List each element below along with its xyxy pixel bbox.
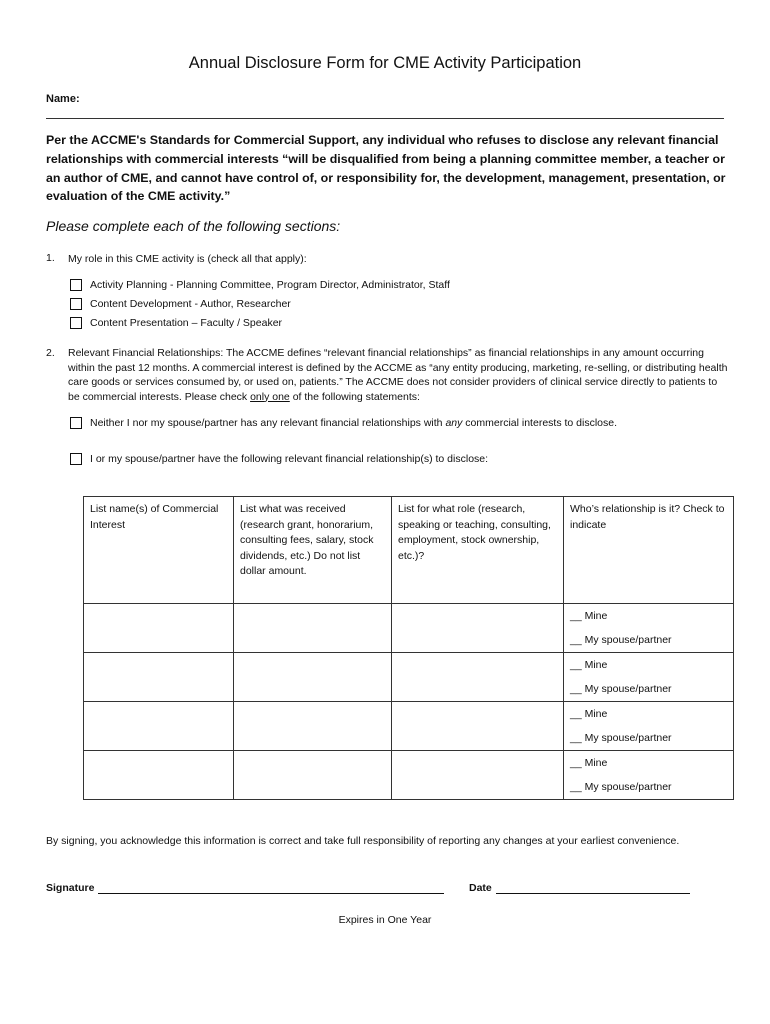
- expiry-note: Expires in One Year: [338, 914, 432, 926]
- spouse-option[interactable]: __ My spouse/partner: [570, 781, 672, 793]
- signature-label: Signature: [46, 882, 95, 894]
- spouse-option[interactable]: __ My spouse/partner: [570, 732, 672, 744]
- checkbox-icon[interactable]: [70, 298, 82, 310]
- cell-commercial-interest[interactable]: [84, 653, 234, 702]
- header-commercial-interest: List name(s) of Commercial Interest: [84, 497, 234, 604]
- cell-whose-relationship[interactable]: [564, 604, 734, 653]
- accme-policy-statement: Per the ACCME's Standards for Commercial Support, any individual who refuses to disclose any relevant financial relationships with commercial interests “will be disqualified from being a planning committee member, a teacher or an author of CME, and cannot have control of, or responsibility for, the development, management, presentation, or evaluation of the CME activity.”: [46, 133, 726, 204]
- mine-option[interactable]: __ Mine: [570, 757, 608, 769]
- cell-what-received[interactable]: [234, 702, 392, 751]
- section-1-number: 1.: [46, 252, 55, 264]
- role-option-planning[interactable]: [70, 279, 450, 291]
- checkbox-icon[interactable]: [70, 279, 82, 291]
- header-what-received: List what was received (research grant, honorarium, consulting fees, salary, stock dividends, etc.) Do not list dollar amount.: [234, 497, 392, 604]
- table-row: [84, 604, 734, 653]
- table-row: [84, 702, 734, 751]
- section-2-prompt-underlined: only one: [250, 390, 290, 403]
- cell-what-received[interactable]: [234, 604, 392, 653]
- signature-field[interactable]: [46, 882, 444, 894]
- role-option-content-presentation[interactable]: [70, 317, 282, 329]
- option-text-italic: any: [445, 417, 463, 429]
- cell-whose-relationship[interactable]: [564, 751, 734, 800]
- cell-commercial-interest[interactable]: [84, 702, 234, 751]
- section-2-prompt: [68, 346, 728, 404]
- cell-role[interactable]: [392, 653, 564, 702]
- section-2-number: 2.: [46, 347, 55, 359]
- mine-option[interactable]: __ Mine: [570, 610, 608, 622]
- cell-commercial-interest[interactable]: [84, 604, 234, 653]
- spouse-option[interactable]: __ My spouse/partner: [570, 683, 672, 695]
- date-label: Date: [469, 882, 492, 894]
- option-has-relationships[interactable]: [70, 453, 488, 465]
- cell-what-received[interactable]: [234, 751, 392, 800]
- signature-line[interactable]: [98, 883, 444, 894]
- relationships-table: [83, 496, 734, 800]
- option-text-before: Neither I nor my spouse/partner has any relevant financial relationships with: [90, 417, 443, 429]
- cell-whose-relationship[interactable]: [564, 702, 734, 751]
- section-2-prompt-end: of the following statements:: [292, 390, 420, 403]
- checkbox-icon[interactable]: [70, 453, 82, 465]
- date-field[interactable]: [469, 882, 690, 894]
- cell-role[interactable]: [392, 604, 564, 653]
- option-has-relationships-label: I or my spouse/partner have the following relevant financial relationship(s) to disclose:: [90, 453, 489, 465]
- mine-option[interactable]: __ Mine: [570, 659, 608, 671]
- mine-option[interactable]: __ Mine: [570, 708, 608, 720]
- role-option-label: Content Development - Author, Researcher: [90, 298, 291, 310]
- cell-role[interactable]: [392, 751, 564, 800]
- table-header-row: [84, 497, 734, 604]
- checkbox-icon[interactable]: [70, 417, 82, 429]
- role-option-content-development[interactable]: [70, 298, 291, 310]
- name-field-line[interactable]: [46, 118, 724, 119]
- option-text-after: commercial interests to disclose.: [465, 417, 618, 429]
- role-option-label: Content Presentation – Faculty / Speaker: [90, 317, 283, 329]
- section-instructions: Please complete each of the following sections:: [46, 218, 341, 234]
- option-no-relationships[interactable]: [70, 417, 617, 429]
- cell-role[interactable]: [392, 702, 564, 751]
- section-2-prompt-text: Relevant Financial Relationships: The ACCME defines “relevant financial relationships” as financial relationships in any amount occurring within the past 12 months. A commercial interest is defined by the ACCME as “any entity producing, marketing, re-selling, or distributing health care goods or services consumed by, or used on, patients.” The ACCME does not consider providers of clinical service directly to patients to be commercial interests. Please check: [68, 347, 728, 403]
- form-title: Annual Disclosure Form for CME Activity Participation: [188, 54, 582, 72]
- checkbox-icon[interactable]: [70, 317, 82, 329]
- header-whose-relationship: Who’s relationship is it? Check to indicate: [564, 497, 734, 604]
- name-label: Name:: [46, 93, 80, 105]
- option-no-relationships-label: [90, 417, 617, 429]
- cell-whose-relationship[interactable]: [564, 653, 734, 702]
- table-row: [84, 751, 734, 800]
- date-line[interactable]: [496, 883, 690, 894]
- header-role: List for what role (research, speaking or teaching, consulting, employment, stock ownership, etc.)?: [392, 497, 564, 604]
- table-row: [84, 653, 734, 702]
- role-option-label: Activity Planning - Planning Committee, Program Director, Administrator, Staff: [90, 279, 450, 291]
- spouse-option[interactable]: __ My spouse/partner: [570, 634, 672, 646]
- acknowledgement-text: By signing, you acknowledge this information is correct and take full responsibility of reporting any changes at your earliest convenience.: [46, 835, 680, 847]
- section-1-prompt: My role in this CME activity is (check all that apply):: [68, 253, 307, 265]
- cell-what-received[interactable]: [234, 653, 392, 702]
- cell-commercial-interest[interactable]: [84, 751, 234, 800]
